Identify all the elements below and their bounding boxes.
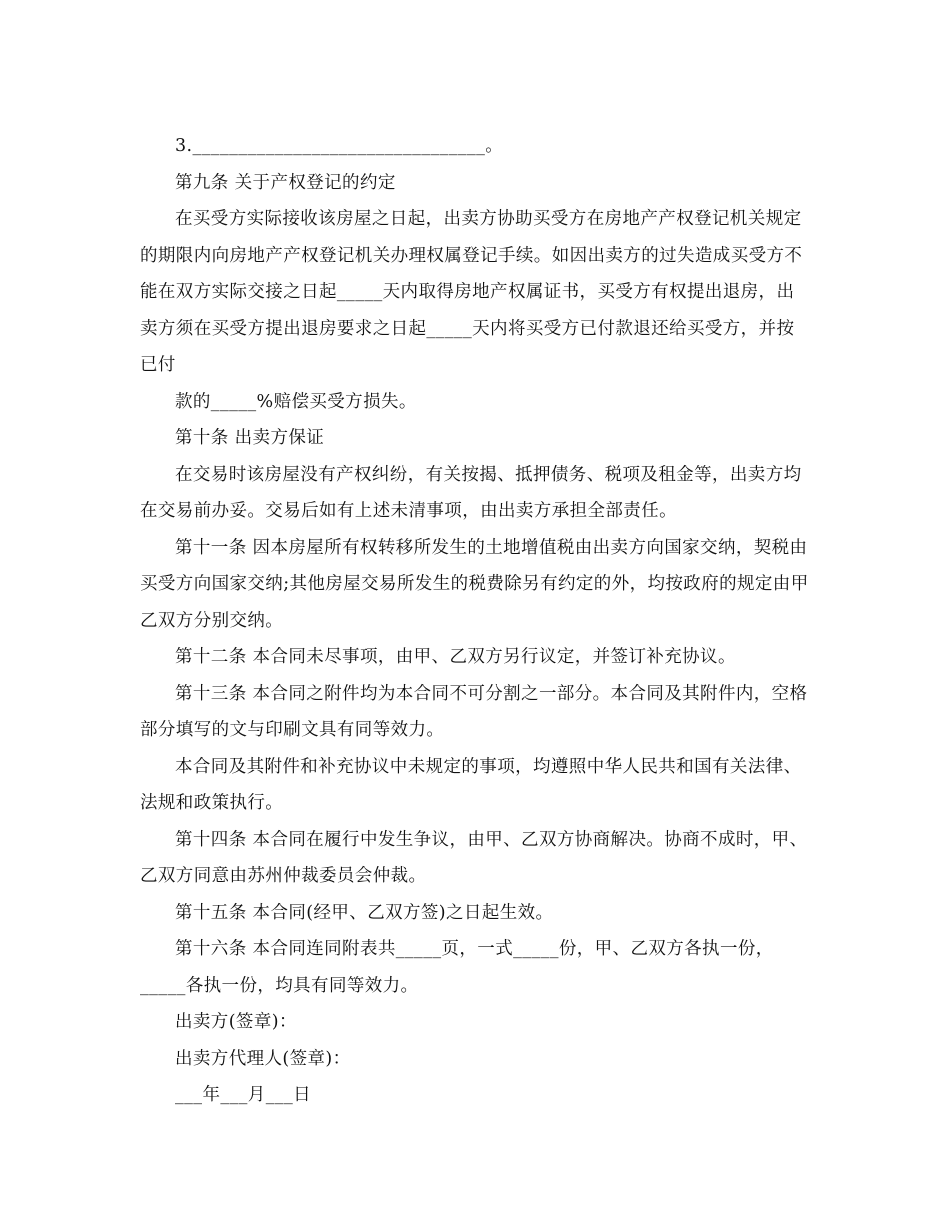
article-13: 第十三条 本合同之附件均为本合同不可分割之一部分。本合同及其附件内，空格部分填写的文与印刷文具有同等效力。	[140, 683, 808, 740]
article-10-body: 在交易时该房屋没有产权纠纷，有关按揭、抵押债务、税项及租金等，出卖方均在交易前办妥。交易后如有上述未清事项，由出卖方承担全部责任。	[140, 464, 802, 521]
article-15: 第十五条 本合同(经甲、乙双方签)之日起生效。	[175, 902, 554, 923]
article-9-heading: 第九条 关于产权登记的约定	[175, 172, 396, 193]
article-11: 第十一条 因本房屋所有权转移所发生的土地增值税由出卖方向国家交纳，契税由买受方向国家交纳;其他房屋交易所发生的税费除另有约定的外，均按政府的规定由甲乙双方分别交纳。	[140, 537, 809, 631]
article-9-body: 在买受方实际接收该房屋之日起，出卖方协助买受方在房地产产权登记机关规定的期限内向房地产产权登记机关办理权属登记手续。如因出卖方的过失造成买受方不能在双方实际交接之日起_____天内取得房地产权属证书，买受方有权提出退房，出卖方须在买受方提出退房要求之日起_____天内将买受方已付款退还给买受方，并按已付	[140, 209, 803, 375]
article-12: 第十二条 本合同未尽事项，由甲、乙双方另行议定，并签订补充协议。	[175, 647, 736, 667]
supplementary-clause: 本合同及其附件和补充协议中未规定的事项，均遵照中华人民共和国有关法律、法规和政策执行。	[140, 756, 802, 813]
seller-signature-line: 出卖方(签章)：	[175, 1012, 297, 1032]
document-body	[140, 128, 812, 1114]
seller-agent-signature-line: 出卖方代理人(签章)：	[175, 1048, 351, 1069]
article-9-compensation: 款的_____%赔偿买受方损失。	[175, 391, 417, 412]
article-16: 第十六条 本合同连同附表共_____页，一式_____份，甲、乙双方各执一份，_____各执一份，均具有同等效力。	[140, 939, 774, 996]
article-10-heading: 第十条 出卖方保证	[175, 428, 325, 448]
article-14: 第十四条 本合同在履行中发生争议，由甲、乙双方协商解决。协商不成时，甲、乙双方同意由苏州仲裁委员会仲裁。	[140, 829, 808, 886]
date-line: ___年___月___日	[175, 1085, 312, 1105]
blank-line-item-3: 3.________________________________。	[175, 136, 504, 156]
